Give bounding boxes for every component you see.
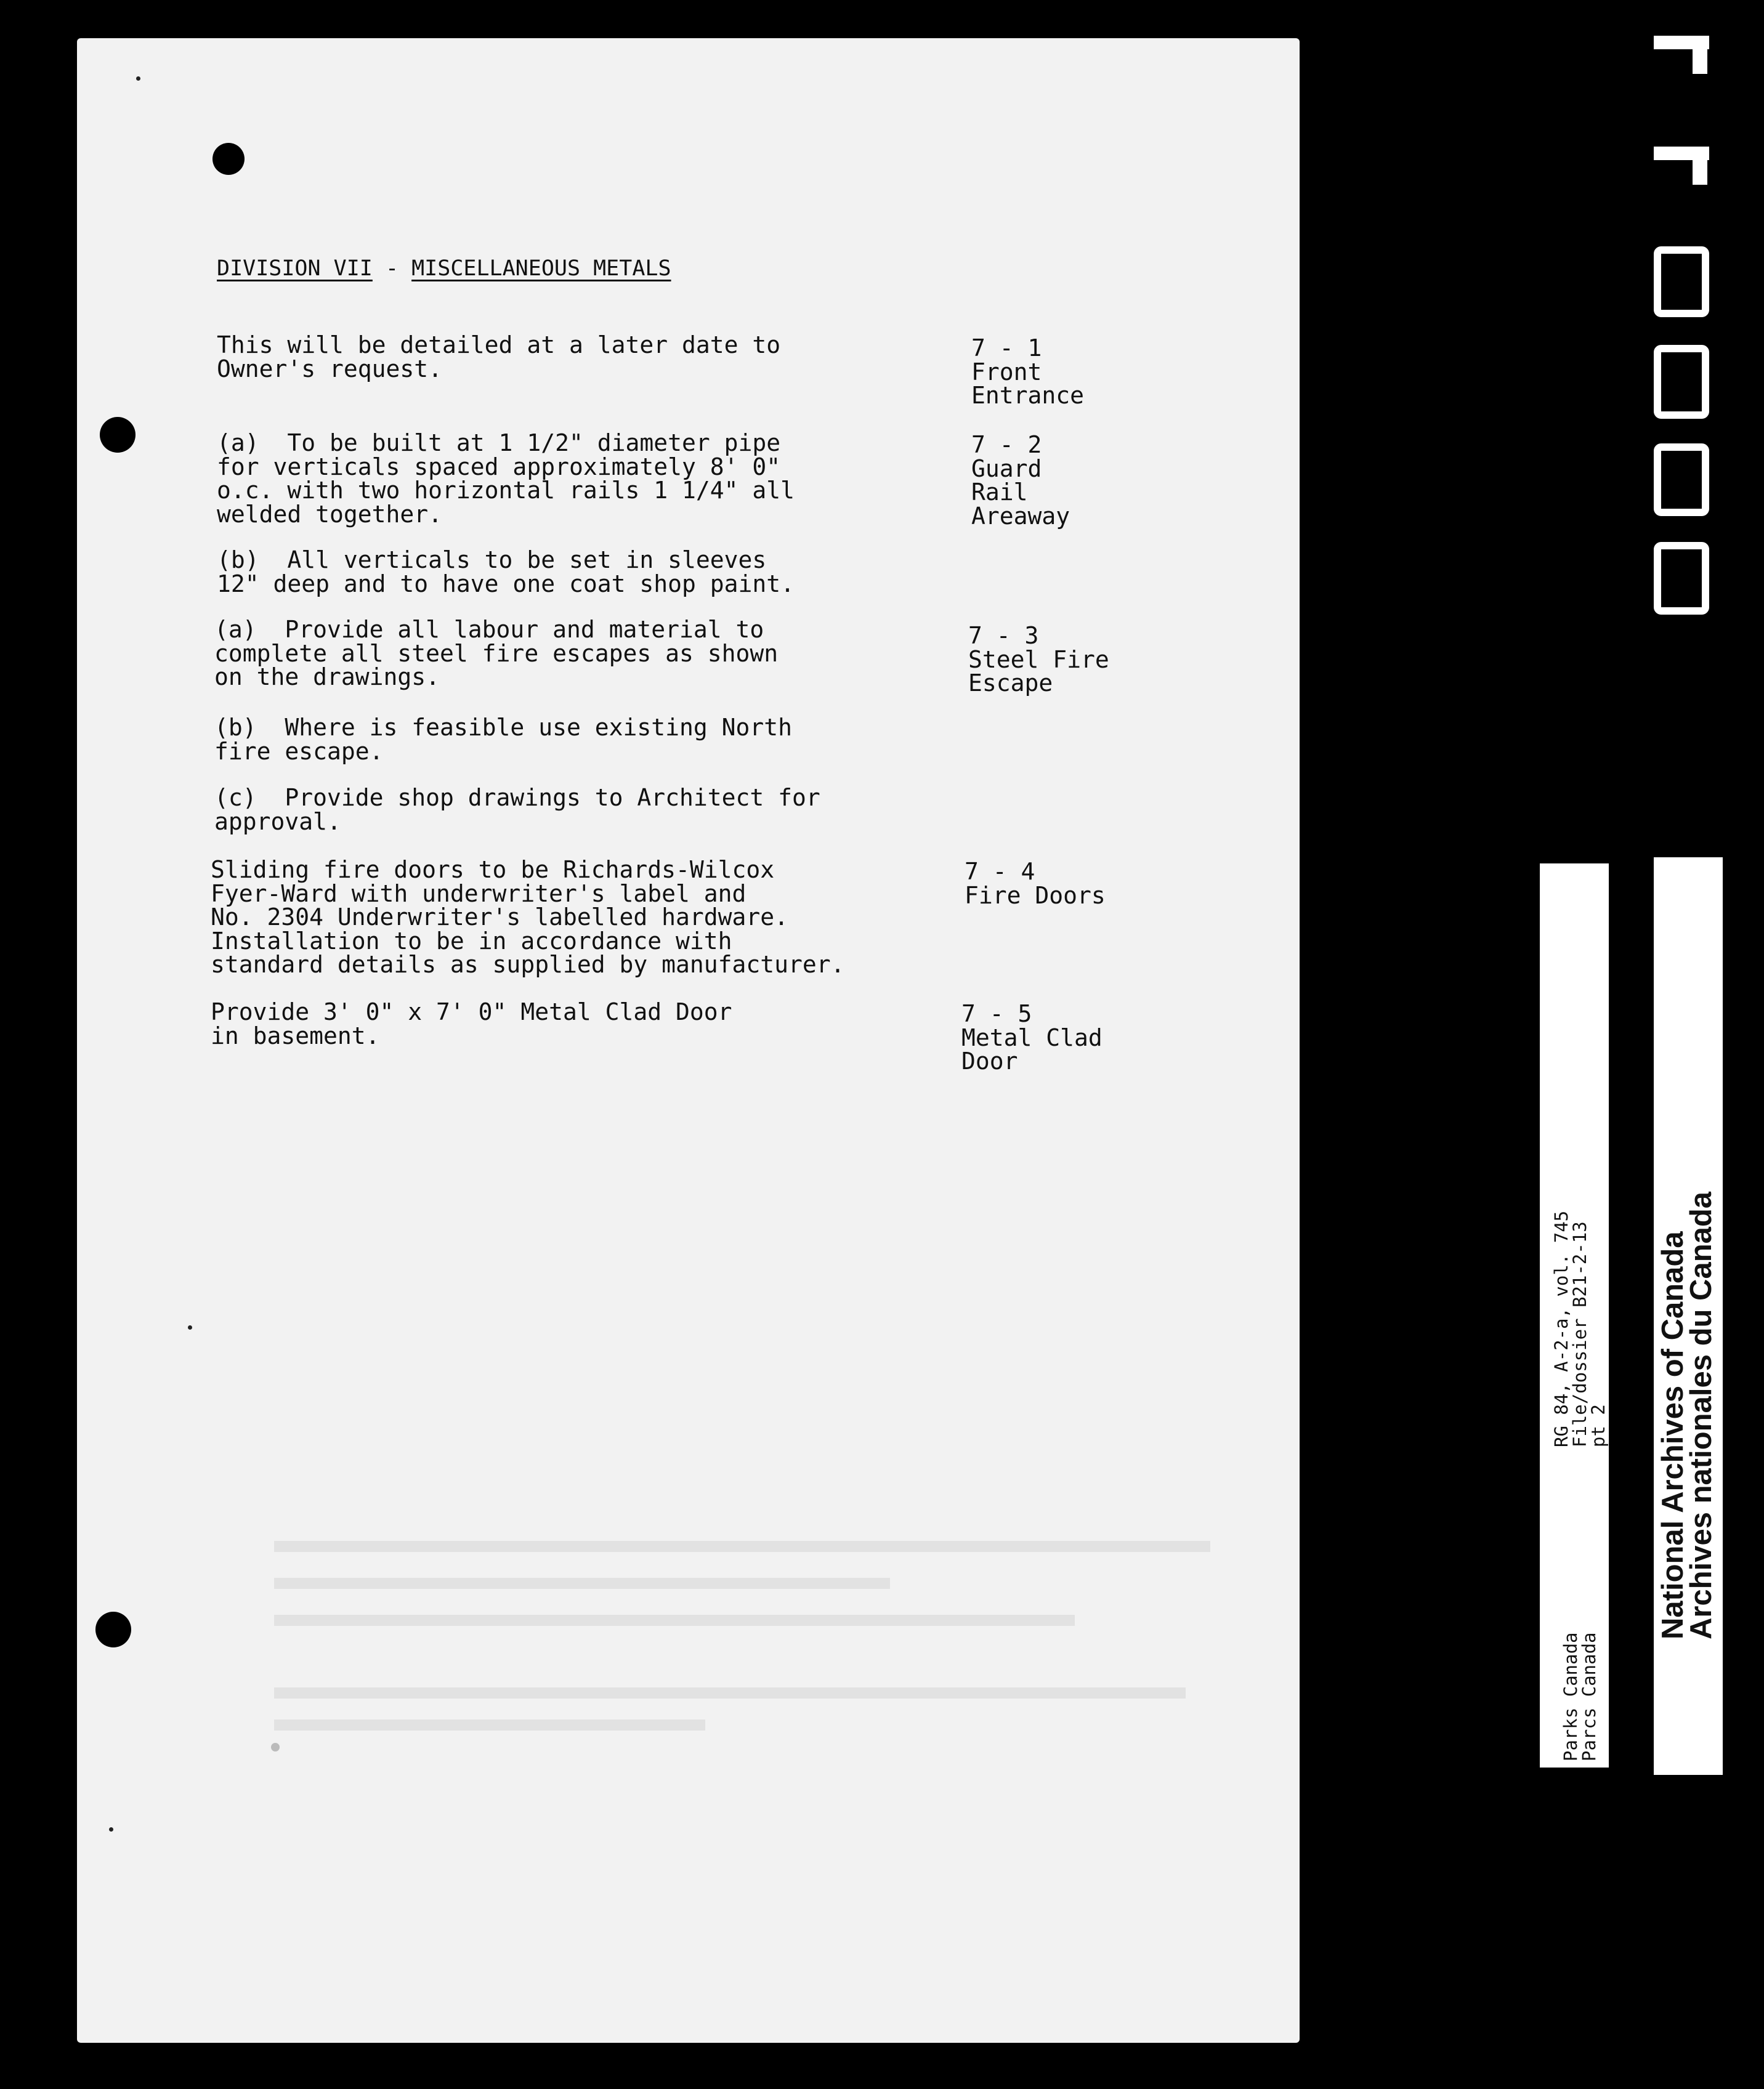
section-ref: 7 - 4 Fire Doors	[965, 858, 1106, 909]
speck	[188, 1325, 192, 1330]
section-body: (a) To be built at 1 1/2" diameter pipe for verticals spaced approximately 8' 0" o.c. with two horizontal rails 1 1/4" all welded together.	[217, 429, 795, 528]
film-mark	[1654, 345, 1709, 419]
section-ref: 7 - 1 Front Entrance	[971, 334, 1085, 409]
archive-reference: RG 84, A-2-a, vol. 745 File/dossier B21-2-13 pt 2	[1551, 1210, 1609, 1447]
archive-reference-label	[1540, 863, 1609, 1768]
punch-hole-bottom	[95, 1612, 131, 1647]
section-ref: 7 - 3 Steel Fire Escape	[968, 622, 1109, 697]
division-heading	[217, 256, 671, 281]
film-mark	[1654, 246, 1709, 317]
bleed-through	[274, 1615, 1075, 1626]
speck	[109, 1827, 113, 1832]
punch-hole-top	[212, 143, 245, 175]
bleed-through	[274, 1687, 1186, 1699]
film-mark	[1654, 443, 1709, 516]
film-mark	[1693, 36, 1707, 74]
institution-name-fr: Archives nationales du Canada	[1685, 1191, 1718, 1639]
section-body: This will be detailed at a later date to Owner's request.	[217, 331, 781, 382]
section-body: (c) Provide shop drawings to Architect for approval.	[214, 784, 820, 835]
punch-hole-middle	[100, 417, 136, 453]
section-body: (b) All verticals to be set in sleeves 12" deep and to have one coat shop paint.	[217, 546, 795, 597]
speck	[271, 1743, 280, 1752]
institution-name-en: National Archives of Canada	[1656, 1231, 1689, 1639]
heading-separator: -	[385, 256, 399, 281]
section-body: (b) Where is feasible use existing North fire escape.	[214, 714, 792, 765]
film-mark	[1654, 542, 1709, 615]
bleed-through	[274, 1578, 890, 1589]
section-ref: 7 - 5 Metal Clad Door	[961, 1000, 1102, 1075]
section-body: (a) Provide all labour and material to complete all steel fire escapes as shown on the drawings.	[214, 616, 779, 690]
film-mark	[1693, 147, 1707, 185]
institution-label	[1654, 857, 1723, 1775]
section-body: Provide 3' 0" x 7' 0" Metal Clad Door in basement.	[211, 998, 732, 1049]
bleed-through	[274, 1719, 705, 1731]
speck	[136, 76, 140, 81]
section-body: Sliding fire doors to be Richards-Wilcox Fyer-Ward with underwriter's label and No. 2304 Underwriter's labelled hardware. Installation to be in accordance with standard details as supplied by manufacturer.	[211, 856, 845, 978]
bleed-through	[274, 1541, 1210, 1552]
agency-name: Parks Canada Parcs Canada	[1560, 1632, 1600, 1761]
section-ref: 7 - 2 Guard Rail Areaway	[971, 431, 1070, 530]
division-number: DIVISION VII	[217, 256, 373, 281]
division-title: MISCELLANEOUS METALS	[411, 256, 671, 281]
